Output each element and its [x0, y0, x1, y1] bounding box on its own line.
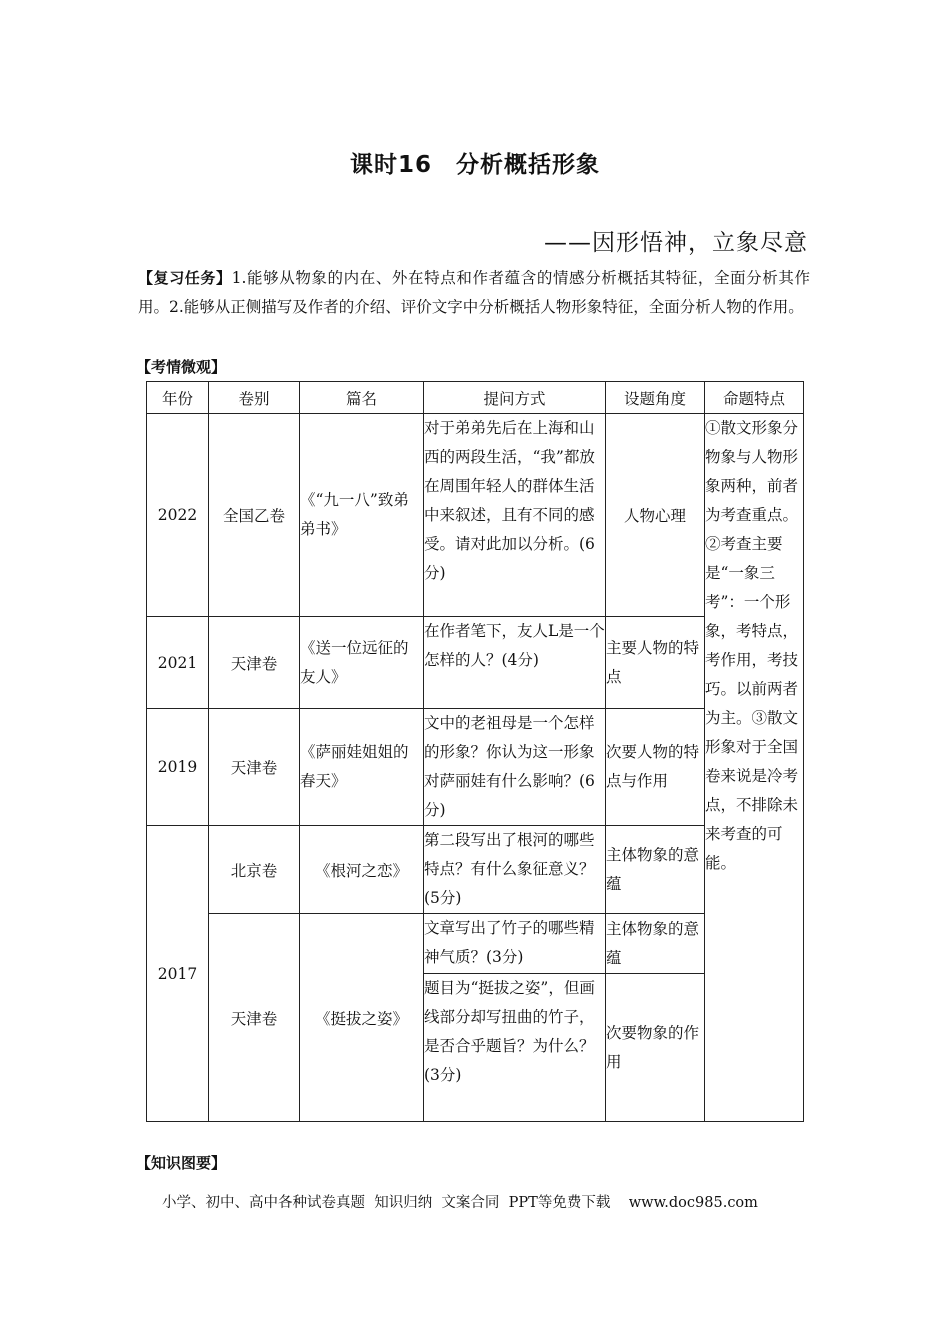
- header-year: 年份: [147, 382, 209, 414]
- cell-year: 2022: [147, 414, 209, 617]
- cell-title: 《挺拔之姿》: [300, 914, 424, 1122]
- header-features: 命题特点: [705, 382, 804, 414]
- table-row: [147, 414, 804, 617]
- cell-angle: 次要物象的作用: [606, 974, 705, 1122]
- cell-paper: 天津卷: [209, 709, 300, 826]
- cell-question: 在作者笔下，友人L是一个怎样的人？(4分): [424, 617, 606, 709]
- cell-angle: 人物心理: [606, 414, 705, 617]
- cell-angle: 主体物象的意蕴: [606, 914, 705, 974]
- footer-ad: 小学、初中、高中各种试卷真题 知识归纳 文案合同 PPT等免费下载 www.doc985.com: [162, 1195, 758, 1211]
- cell-question: 第二段写出了根河的哪些特点？有什么象征意义？(5分): [424, 826, 606, 914]
- page-subtitle: ——因形悟神，立象尽意: [544, 230, 808, 256]
- cell-paper: 全国乙卷: [209, 414, 300, 617]
- cell-year: [147, 826, 209, 1122]
- cell-angle: 主体物象的意蕴: [606, 826, 705, 914]
- exam-table: [146, 381, 804, 1122]
- cell-paper: 天津卷: [209, 914, 300, 1122]
- cell-question: 文章写出了竹子的哪些精神气质？(3分): [424, 914, 606, 974]
- cell-angle: 主要人物的特点: [606, 617, 705, 709]
- header-angle: 设题角度: [606, 382, 705, 414]
- cell-year: 2021: [147, 617, 209, 709]
- cell-paper: 北京卷: [209, 826, 300, 914]
- cell-paper: 天津卷: [209, 617, 300, 709]
- cell-title: 《送一位远征的友人》: [300, 617, 424, 709]
- page-title: 课时16 分析概括形象: [349, 152, 600, 178]
- cell-title: 《萨丽娃姐姐的春天》: [300, 709, 424, 826]
- cell-title: 《“九一八”致弟弟书》: [300, 414, 424, 617]
- cell-question: 文中的老祖母是一个怎样的形象？你认为这一形象对萨丽娃有什么影响？(6分): [424, 709, 606, 826]
- header-paper: 卷别: [209, 382, 300, 414]
- cell-year: 2019: [147, 709, 209, 826]
- review-task: [138, 264, 810, 322]
- cell-question: 对于弟弟先后在上海和山西的两段生活，“我”都放在周围年轻人的群体生活中来叙述，且有不同的感受。请对此加以分析。(6分): [424, 414, 606, 617]
- header-title: 篇名: [300, 382, 424, 414]
- cell-question: 题目为“挺拔之姿”，但画线部分却写扭曲的竹子，是否合乎题旨？为什么？(3分): [424, 974, 606, 1122]
- cell-features: ①散文形象分物象与人物形象两种，前者为考查重点。②考查主要是“一象三考”：一个形象，考特点，考作用，考技巧。以前两者为主。③散文形象对于全国卷来说是冷考点，不排除未来考查的可能。: [705, 414, 804, 1122]
- exam-overview-heading: 【考情微观】: [136, 358, 227, 376]
- cell-year-2017: 2017: [157, 964, 198, 983]
- cell-title: 《根河之恋》: [300, 826, 424, 914]
- header-question: 提问方式: [424, 382, 606, 414]
- cell-angle: 次要人物的特点与作用: [606, 709, 705, 826]
- table-header-row: [147, 382, 804, 414]
- review-task-label: 【复习任务】: [138, 269, 232, 287]
- knowledge-map-heading: 【知识图要】: [136, 1154, 227, 1172]
- review-task-text: 1.能够从物象的内在、外在特点和作者蕴含的情感分析概括其特征，全面分析其作用。2.能够从正侧描写及作者的介绍、评价文字中分析概括人物形象特征，全面分析人物的作用。: [138, 269, 810, 316]
